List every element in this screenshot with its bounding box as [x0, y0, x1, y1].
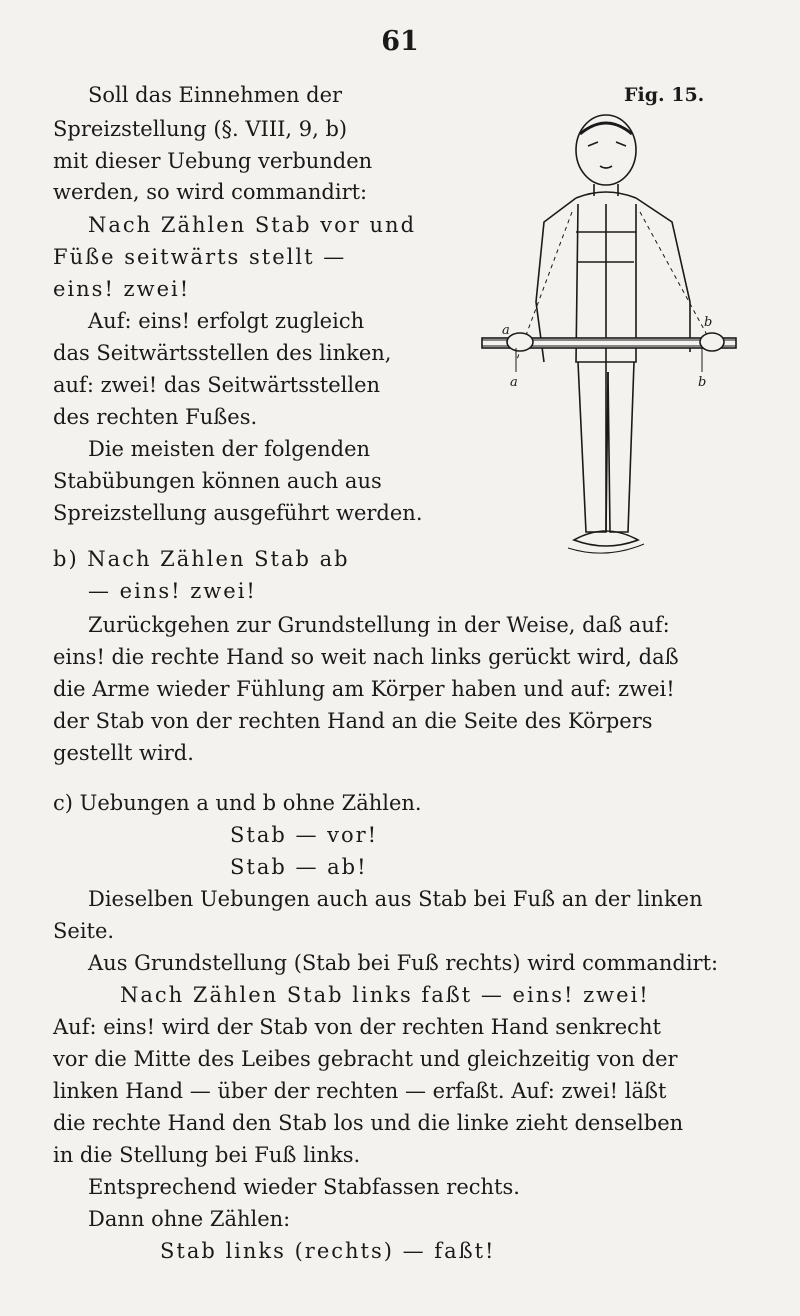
text-line: auf: zwei! das Seitwärtsstellen	[53, 373, 381, 397]
text-line: b) Nach Zählen Stab ab	[53, 547, 350, 571]
text-line: Aus Grundstellung (Stab bei Fuß rechts) wird commandirt:	[88, 951, 719, 975]
text-line: das Seitwärtsstellen des linken,	[53, 341, 392, 365]
text-line: des rechten Fußes.	[53, 405, 258, 429]
text-line: linken Hand — über der rechten — erfaßt. Auf: zwei! läßt	[53, 1079, 667, 1103]
text-line: Stabübungen können auch aus	[53, 469, 382, 493]
text-line: der Stab von der rechten Hand an die Seite des Körpers	[53, 709, 653, 733]
text-line: eins! die rechte Hand so weit nach links gerückt wird, daß	[53, 645, 679, 669]
text-line: Zurückgehen zur Grundstellung in der Weise, daß auf:	[88, 613, 670, 637]
text-line: die Arme wieder Fühlung am Körper haben und auf: zwei!	[53, 677, 675, 701]
text-line: Stab — ab!	[230, 855, 368, 879]
text-line: Dieselben Uebungen auch aus Stab bei Fuß an der linken	[88, 887, 703, 911]
text-line: Auf: eins! wird der Stab von der rechten Hand senkrecht	[53, 1015, 661, 1039]
figure-right-arm	[636, 198, 690, 352]
text-line: Nach Zählen Stab links faßt — eins! zwei!	[120, 983, 650, 1007]
text-line: Seite.	[53, 919, 115, 943]
text-line: Auf: eins! erfolgt zugleich	[88, 309, 365, 333]
figure-mark-b-bottom: b	[698, 375, 707, 390]
figure-mark-a-top: a	[502, 323, 510, 338]
text-line: die rechte Hand den Stab los und die linke zieht denselben	[53, 1111, 684, 1135]
text-line: Stab links (rechts) — faßt!	[160, 1239, 496, 1263]
figure-mark-b-top: b	[704, 315, 713, 330]
text-line: werden, so wird commandirt:	[53, 180, 368, 204]
text-line: Die meisten der folgenden	[88, 437, 371, 461]
text-line: Dann ohne Zählen:	[88, 1207, 291, 1231]
page-number: 61	[381, 26, 419, 57]
text-line: — eins! zwei!	[88, 579, 257, 603]
figure-illustration	[476, 112, 742, 570]
figure-head	[576, 115, 636, 185]
text-line: mit dieser Uebung verbunden	[53, 149, 373, 173]
text-line: in die Stellung bei Fuß links.	[53, 1143, 361, 1167]
text-line: Stab — vor!	[230, 823, 379, 847]
text-line: vor die Mitte des Leibes gebracht und gleichzeitig von der	[53, 1047, 678, 1071]
text-line: Entsprechend wieder Stabfassen rechts.	[88, 1175, 520, 1199]
text-line: Nach Zählen Stab vor und	[88, 213, 417, 237]
figure-label: Fig. 15.	[624, 84, 705, 106]
text-line: eins! zwei!	[53, 277, 191, 301]
text-line: Spreizstellung (§. VIII, 9, b)	[53, 117, 348, 141]
text-line: Soll das Einnehmen der	[88, 83, 343, 107]
text-line: Spreizstellung ausgeführt werden.	[53, 501, 423, 525]
text-line: gestellt wird.	[53, 741, 194, 765]
figure-mark-a-bottom: a	[510, 375, 518, 390]
text-line: Füße seitwärts stellt —	[53, 245, 347, 269]
text-line: c) Uebungen a und b ohne Zählen.	[53, 791, 422, 815]
